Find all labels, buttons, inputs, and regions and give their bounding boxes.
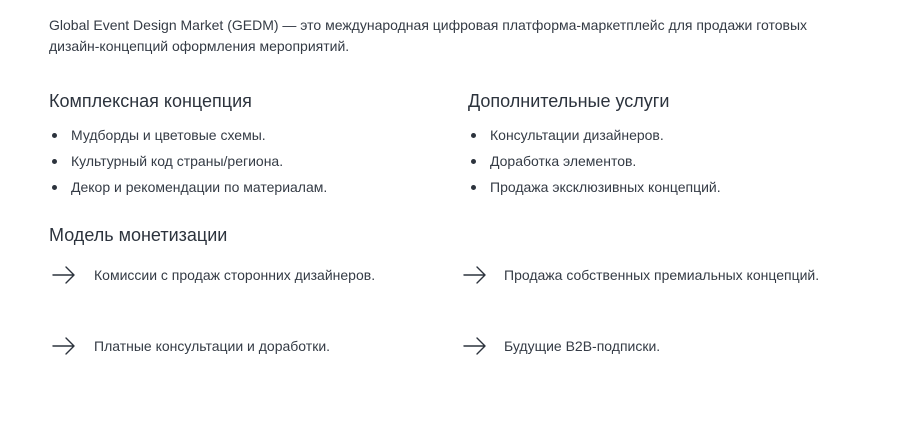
list-item	[49, 174, 429, 200]
bullet-dot-icon	[52, 159, 57, 164]
monetization-item-text: Будущие B2B-подписки.	[504, 338, 661, 354]
complex-concept-heading: Комплексная концепция	[49, 91, 252, 111]
list-item-text: Мудборды и цветовые схемы.	[71, 127, 266, 143]
list-item-text: Продажа эксклюзивных концепций.	[490, 179, 721, 195]
list-item	[468, 122, 848, 148]
bullet-dot-icon	[471, 185, 476, 190]
arrow-right-icon	[51, 336, 77, 356]
monetization-item	[462, 263, 819, 287]
additional-services-heading: Дополнительные услуги	[468, 91, 670, 111]
monetization-item-text: Платные консультации и доработки.	[94, 338, 331, 354]
list-item-text: Культурный код страны/региона.	[71, 153, 284, 169]
bullet-dot-icon	[52, 133, 57, 138]
arrow-right-icon	[462, 336, 488, 356]
additional-services-list	[468, 122, 848, 200]
monetization-item	[51, 334, 330, 358]
bullet-dot-icon	[471, 133, 476, 138]
list-item-text: Декор и рекомендации по материалам.	[71, 179, 328, 195]
list-item-text: Консультации дизайнеров.	[490, 127, 664, 143]
arrow-right-icon	[462, 265, 488, 285]
monetization-item	[462, 334, 660, 358]
monetization-item	[51, 263, 375, 287]
list-item	[468, 148, 848, 174]
list-item	[49, 122, 429, 148]
list-item-text: Доработка элементов.	[490, 153, 637, 169]
list-item	[468, 174, 848, 200]
arrow-right-icon	[51, 265, 77, 285]
complex-concept-list	[49, 122, 429, 200]
bullet-dot-icon	[471, 159, 476, 164]
bullet-dot-icon	[52, 185, 57, 190]
monetization-heading: Модель монетизации	[49, 225, 228, 245]
intro-paragraph: Global Event Design Market (GEDM) — это международная цифровая платформа-маркетплейс для продажи готовых дизайн-концепций оформления мероприятий.	[49, 17, 808, 54]
monetization-item-text: Продажа собственных премиальных концепций.	[504, 267, 820, 283]
list-item	[49, 148, 429, 174]
monetization-item-text: Комиссии с продаж сторонних дизайнеров.	[94, 267, 376, 283]
